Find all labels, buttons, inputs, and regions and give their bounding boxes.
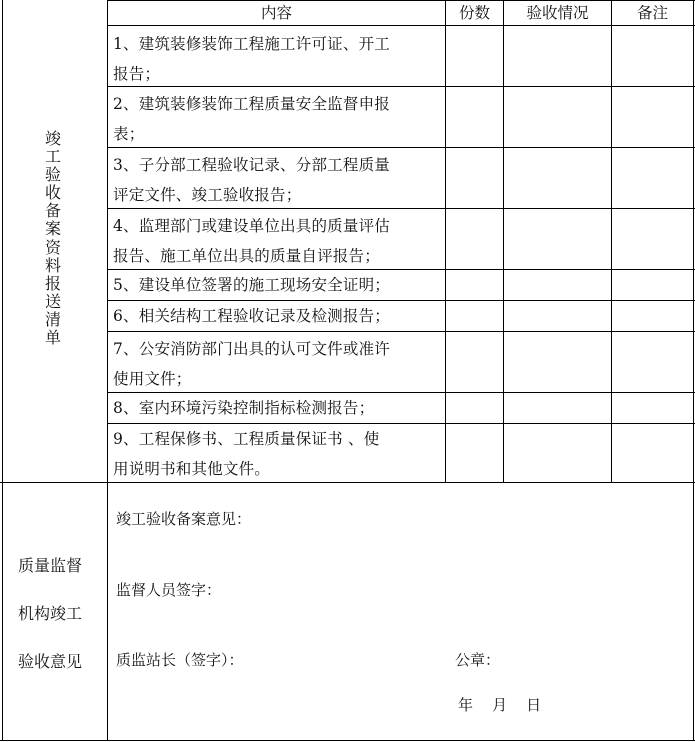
list-item-7	[113, 334, 443, 394]
copies-column-border	[445, 0, 446, 483]
supervisor-signature-label: 监督人员签字：	[116, 581, 222, 599]
list-item-5	[113, 270, 443, 300]
list-item-8	[113, 393, 443, 423]
list-item-4	[113, 211, 443, 271]
table-left-border	[2, 0, 3, 741]
vertical-title-char: 清	[44, 309, 61, 329]
header-content: 内容	[260, 4, 292, 22]
item-7-line2: 使用文件；	[113, 370, 192, 388]
list-item-6	[113, 301, 443, 331]
remarks-column-border	[611, 0, 612, 483]
vertical-title-char: 工	[44, 147, 61, 167]
vertical-title-char: 案	[44, 219, 61, 239]
header-remarks: 备注	[636, 4, 668, 22]
list-item-3	[113, 150, 443, 210]
item-1-line1: 1、建筑装修装饰工程施工许可证、开工	[113, 35, 390, 53]
vertical-title-char: 单	[44, 328, 61, 348]
header-copies: 份数	[458, 4, 490, 22]
header-status: 验收情况	[526, 4, 589, 22]
item-9-line1: 9、工程保修书、工程质量保证书 、使	[113, 430, 380, 448]
row-border-6	[107, 331, 695, 332]
official-seal-label: 公章：	[455, 651, 501, 669]
vertical-title-char: 报	[44, 273, 61, 293]
item-6-line1: 6、相关结构工程验收记录及检测报告；	[113, 307, 390, 325]
vertical-title-char: 验	[44, 165, 61, 185]
opinion-label: 竣工验收备案意见：	[116, 510, 252, 528]
vertical-title-char: 送	[44, 291, 61, 311]
item-2-line2: 表；	[113, 125, 145, 143]
item-3-line2: 评定文件、竣工验收报告；	[113, 186, 302, 204]
list-item-2	[113, 89, 443, 149]
vertical-title-char: 料	[44, 255, 61, 275]
item-4-line2: 报告、施工单位出具的质量自评报告；	[113, 247, 380, 265]
section1-vertical-title	[42, 130, 64, 347]
section2-label-line3: 验收意见	[18, 652, 83, 671]
item-8-line1: 8、室内环境污染控制指标检测报告；	[113, 399, 375, 417]
section2-label-line2: 机构竣工	[18, 604, 83, 623]
station-chief-signature-label: 质监站长（签字）：	[116, 651, 244, 669]
item-1-line2: 报告；	[113, 65, 161, 83]
item-2-line1: 2、建筑装修装饰工程质量安全监督申报	[113, 95, 390, 113]
table-right-border	[693, 0, 694, 741]
label-column-border	[107, 0, 108, 741]
section2-label-line1: 质量监督	[18, 556, 83, 575]
date-line: 年 月 日	[458, 696, 542, 714]
item-4-line1: 4、监理部门或建设单位出具的质量评估	[113, 217, 390, 235]
vertical-title-char: 资	[44, 237, 61, 257]
vertical-title-char: 备	[44, 201, 61, 221]
item-5-line1: 5、建设单位签署的施工现场安全证明；	[113, 276, 390, 294]
table-bottom-border	[0, 740, 695, 741]
vertical-title-char: 收	[44, 183, 61, 203]
item-3-line1: 3、子分部工程验收记录、分部工程质量	[113, 156, 390, 174]
item-7-line1: 7、公安消防部门出具的认可文件或准许	[113, 340, 390, 358]
item-9-line2: 用说明书和其他文件。	[113, 460, 271, 478]
status-column-border	[503, 0, 504, 483]
table-top-border	[107, 0, 695, 1]
vertical-title-char: 竣	[44, 129, 61, 148]
list-item-1	[113, 29, 443, 89]
header-bottom-border	[107, 25, 695, 26]
list-item-9	[113, 424, 443, 484]
